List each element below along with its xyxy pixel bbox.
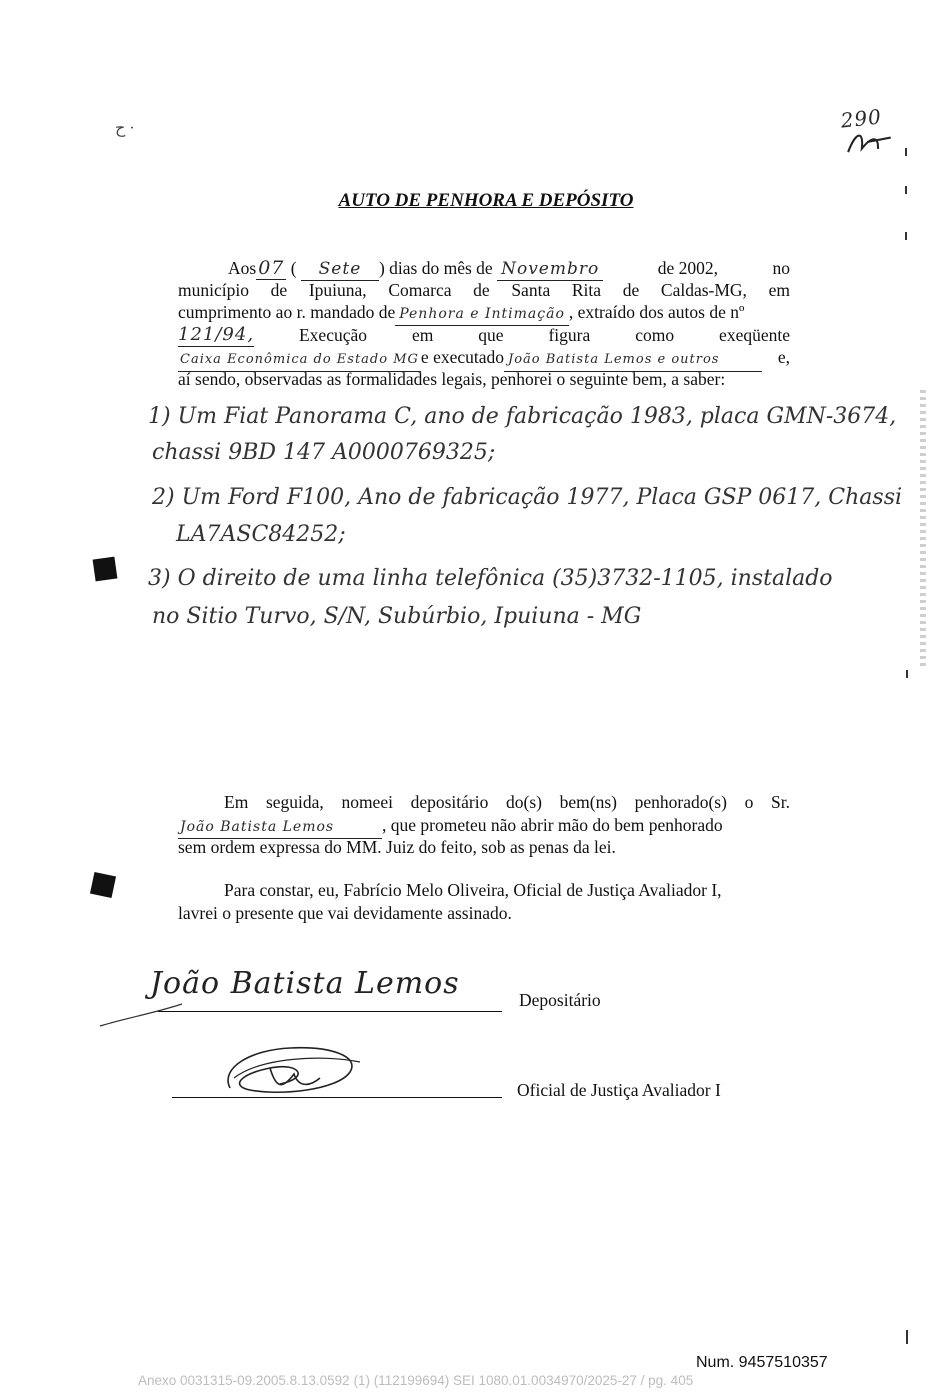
word: como	[635, 325, 675, 345]
word: de	[473, 280, 490, 300]
word: de	[270, 280, 288, 300]
dias-do-mes-text: ) dias do mês de	[378, 258, 493, 278]
extraido-text: , extraído dos autos de nº	[568, 302, 745, 322]
item-1-line-2: chassi 9BD 147 A0000769325;	[152, 440, 496, 465]
item-3-line-1: 3) O direito de uma linha telefônica (35)3732-1105, instalado	[148, 566, 833, 591]
word: nomeei	[341, 792, 393, 812]
margin-mark-1-icon	[93, 557, 118, 582]
word: penhorado(s)	[634, 792, 727, 812]
para1-line6: aí sendo, observadas as formalidades legais, penhorei o seguinte bem, a saber:	[178, 369, 726, 389]
edge-mark	[905, 186, 907, 194]
para2-line1	[178, 791, 790, 813]
aos-text: Aos	[228, 258, 257, 278]
page-number-mark: 290	[840, 104, 895, 159]
word: exeqüente	[719, 325, 790, 345]
depositario-signature: João Batista Lemos	[150, 966, 460, 1001]
edge-mark	[905, 232, 907, 240]
word: figura	[548, 325, 591, 345]
word: município	[178, 280, 249, 300]
exequente-value: Caixa Econômica do Estado MG	[178, 349, 421, 372]
edge-mark	[906, 670, 908, 678]
cumprimento-text: cumprimento ao r. mandado de	[178, 302, 396, 322]
para1-line2	[178, 279, 790, 301]
word: bem(ns)	[559, 792, 617, 812]
executado-value: João Batista Lemos e outros	[504, 349, 762, 372]
item-3-line-2: no Sitio Turvo, S/N, Subúrbio, Ipuiuna - MG	[152, 604, 642, 629]
word: que	[478, 325, 504, 345]
de-text: de	[657, 258, 675, 278]
depositario-name: João Batista Lemos	[178, 816, 382, 839]
word: em	[411, 325, 434, 345]
month-value: Novembro	[497, 258, 603, 281]
word: depositário	[410, 792, 489, 812]
word: o	[744, 792, 754, 812]
word: Rita	[571, 280, 602, 300]
word: Execução	[298, 325, 367, 345]
annex-reference: Anexo 0031315-09.2005.8.13.0592 (1) (112199694) SEI 1080.01.0034970/2025-27 / pg. 405	[138, 1373, 694, 1388]
item-1-line-1: 1) Um Fiat Panorama C, ano de fabricação 1983, placa GMN-3674,	[148, 404, 897, 429]
oficial-sign-line	[172, 1097, 502, 1098]
para1-line3	[178, 301, 790, 326]
para2-rest-text: , que prometeu não abrir mão do bem penhorado	[382, 815, 723, 835]
year-value: 2002,	[678, 258, 718, 278]
corner-mark: ح ·	[115, 120, 135, 137]
para3-line1: Para constar, eu, Fabrício Melo Oliveira, Oficial de Justiça Avaliador I,	[224, 880, 722, 900]
depositario-label: Depositário	[519, 990, 601, 1010]
e-text: e,	[777, 347, 790, 367]
edge-mark	[906, 1330, 908, 1344]
mandado-tipo: Penhora e Intimação	[395, 303, 569, 326]
document-number: Num. 9457510357	[696, 1354, 828, 1371]
word: Caldas-MG,	[660, 280, 747, 300]
signature-flourish-icon	[96, 1000, 186, 1030]
no-text: no	[772, 258, 790, 278]
para1-line1: Aos 07 ( Sete ) dias do mês de Novembro de 2002, no	[228, 257, 790, 279]
para2-line3: sem ordem expressa do MM. Juiz do feito, sob as penas da lei.	[178, 837, 616, 857]
word: seguida,	[265, 792, 324, 812]
word: em	[768, 280, 790, 300]
word: Em	[224, 792, 249, 812]
day-word: Sete	[301, 258, 379, 281]
word: Ipuiuna,	[308, 280, 367, 300]
para3-line2: lavrei o presente que vai devidamente assinado.	[178, 903, 512, 923]
item-2-line-2: LA7ASC84252;	[176, 522, 346, 547]
document-title: AUTO DE PENHORA E DEPÓSITO	[338, 190, 634, 211]
margin-mark-2-icon	[90, 872, 116, 898]
day-number: 07	[258, 257, 285, 279]
word: Santa	[511, 280, 551, 300]
word: do(s)	[506, 792, 542, 812]
word: de	[622, 280, 640, 300]
word: Comarca	[388, 280, 452, 300]
oficial-label: Oficial de Justiça Avaliador I	[517, 1080, 721, 1100]
depositario-sign-line	[158, 1011, 502, 1012]
edge-mark	[905, 148, 907, 156]
word: Sr.	[770, 792, 790, 812]
vertical-stamp-icon	[916, 380, 930, 680]
executado-label: e executado	[420, 347, 504, 367]
para1-line4	[178, 324, 790, 347]
autos-number: 121/94,	[178, 324, 255, 345]
item-2-line-1: 2) Um Ford F100, Ano de fabricação 1977, Placa GSP 0617, Chassi	[152, 485, 903, 510]
oficial-signature-scribble-icon	[210, 1038, 370, 1104]
